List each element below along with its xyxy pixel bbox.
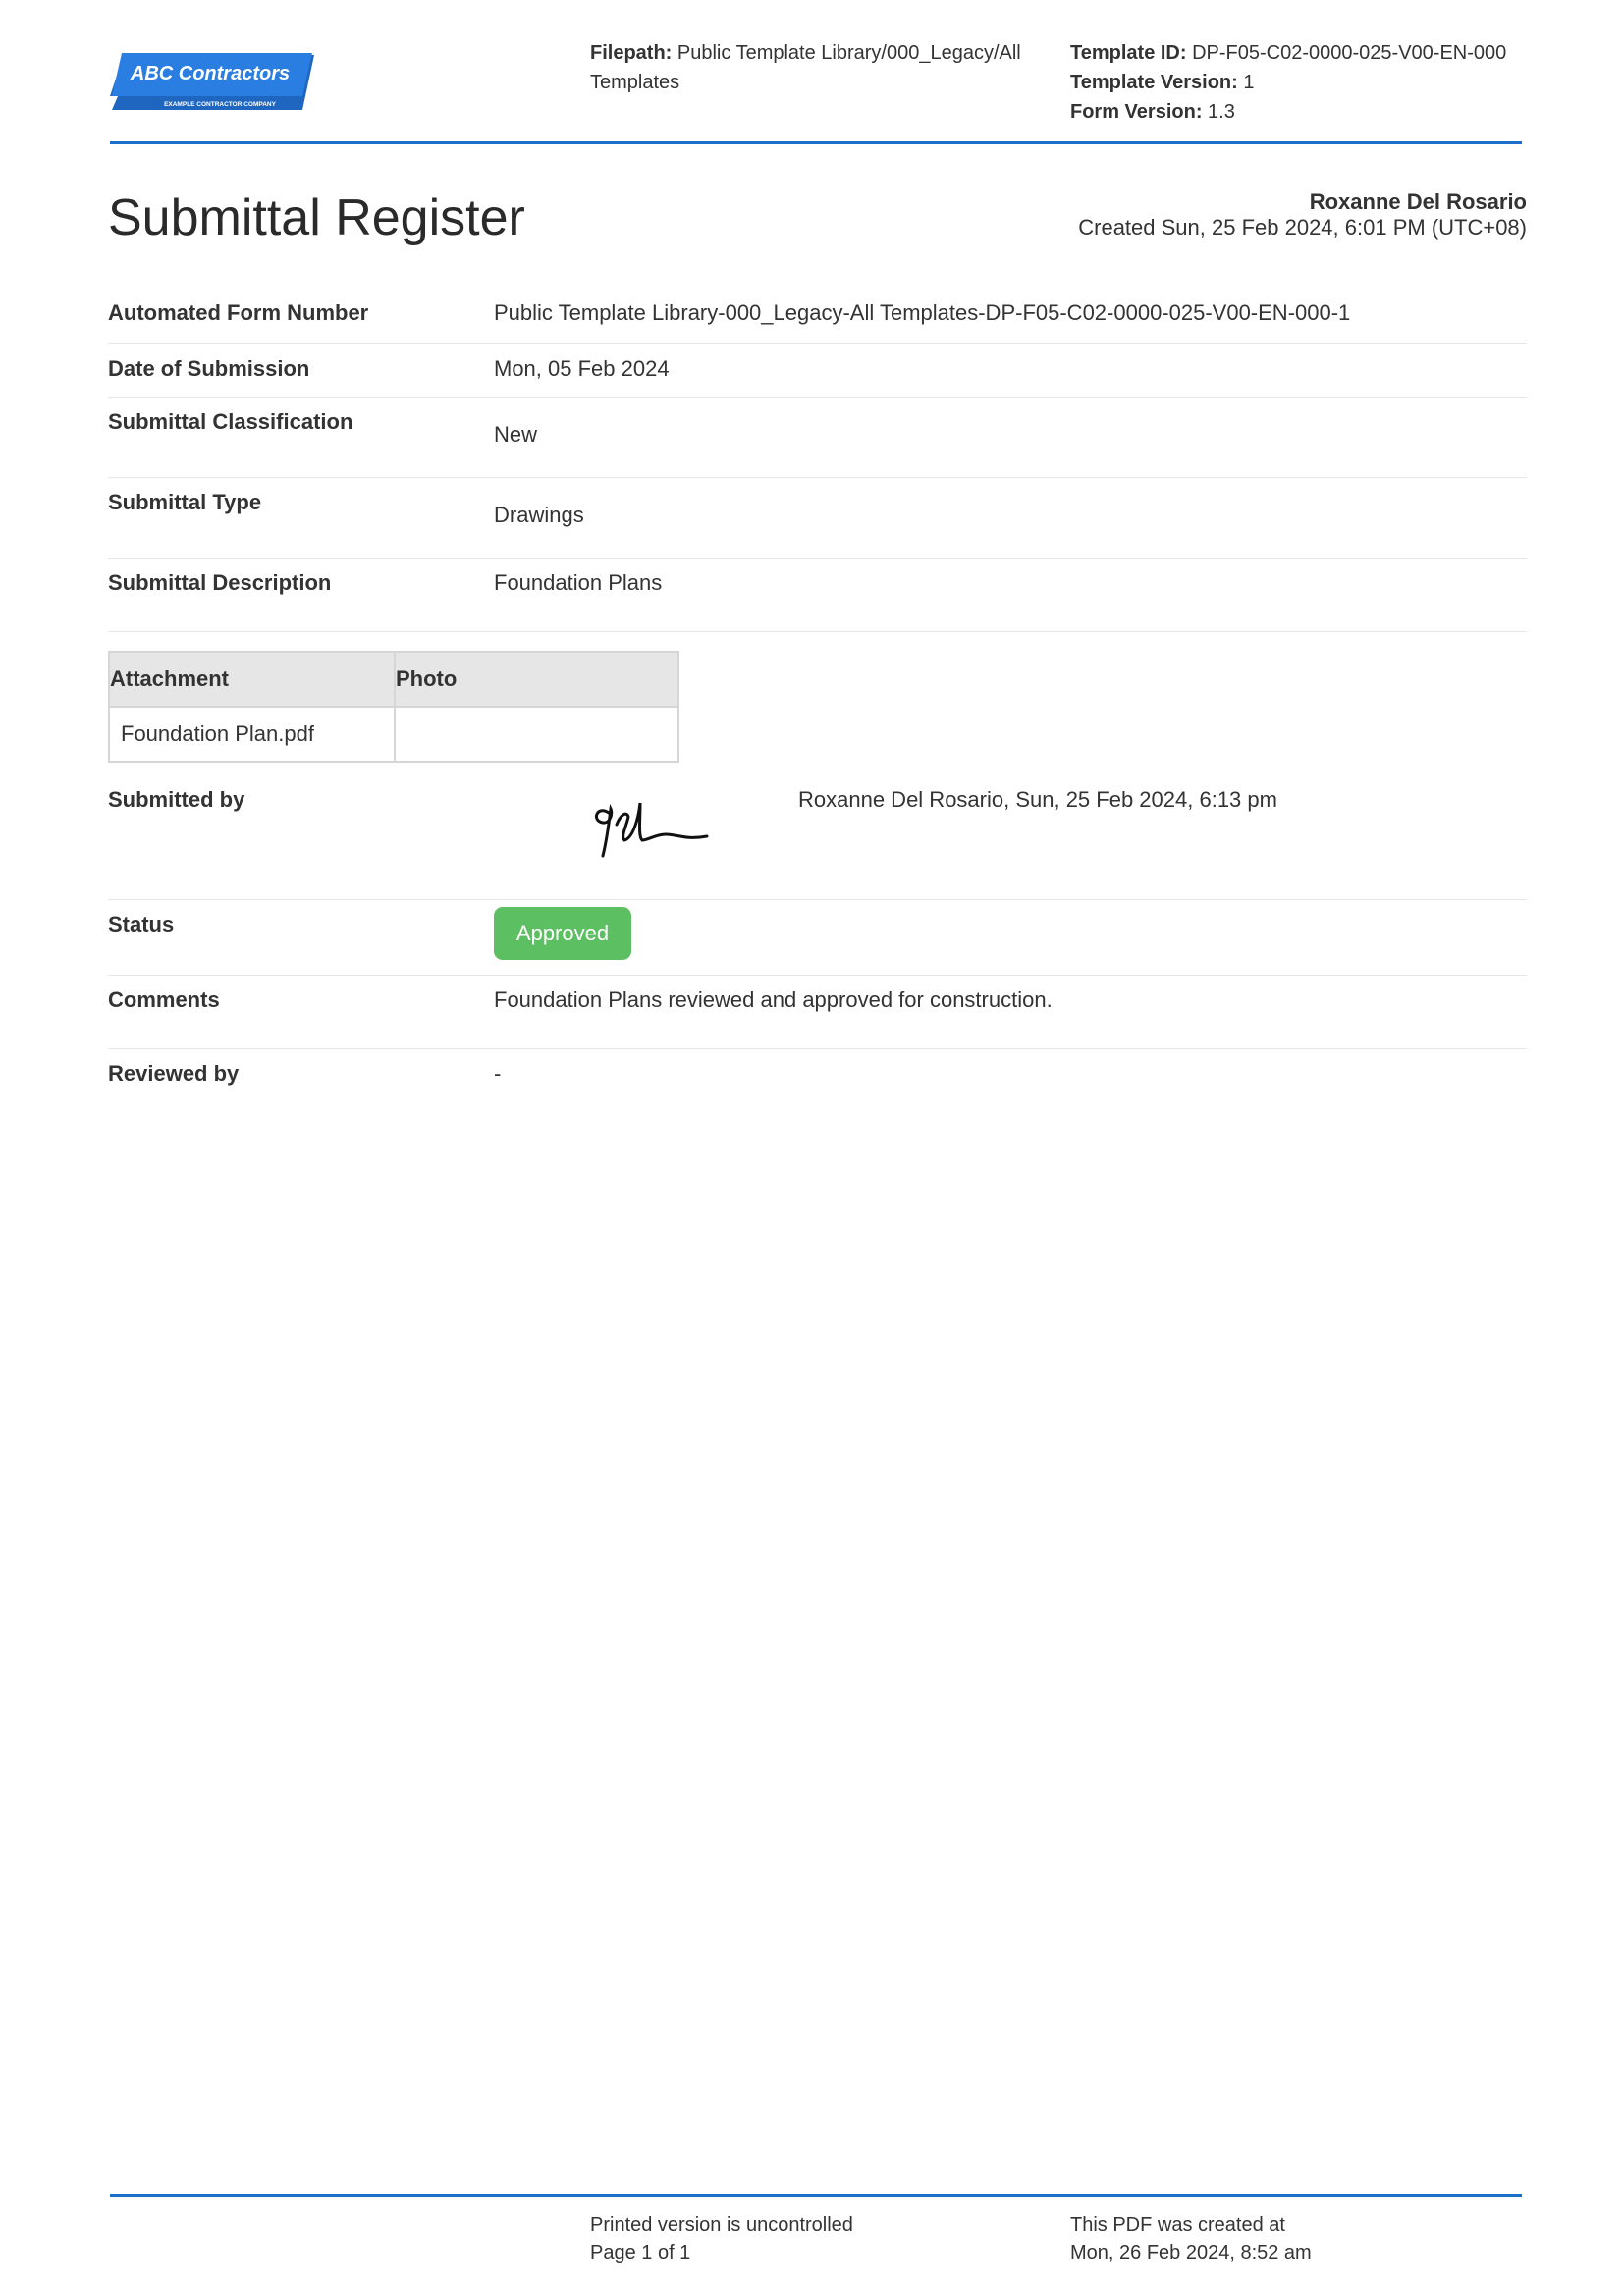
template-id-value: DP-F05-C02-0000-025-V00-EN-000 (1192, 42, 1507, 64)
field-submittal-type (108, 478, 1527, 559)
page-title: Submittal Register (108, 189, 525, 246)
status-badge: Approved (494, 907, 631, 960)
column-header-photo: Photo (395, 652, 678, 707)
attachment-table (108, 651, 679, 763)
field-label: Submittal Type (108, 490, 262, 514)
created-timestamp: Created Sun, 25 Feb 2024, 6:01 PM (UTC+08) (1078, 215, 1527, 240)
pdf-created-value: Mon, 26 Feb 2024, 8:52 am (1070, 2242, 1312, 2264)
author-block (1078, 189, 1527, 240)
pdf-created-label: This PDF was created at (1070, 2215, 1285, 2236)
form-version-line (1070, 97, 1542, 127)
field-label: Reviewed by (108, 1061, 240, 1086)
field-value: Foundation Plans reviewed and approved for construction. (494, 988, 1053, 1012)
attachment-photo-cell (395, 707, 678, 762)
field-date-of-submission (108, 344, 1527, 398)
field-automated-form-number (108, 294, 1527, 344)
field-value: New (494, 422, 538, 447)
footer-divider (110, 2194, 1522, 2197)
template-id-line (1070, 38, 1542, 68)
header-template-info (1070, 38, 1542, 127)
page-number: Page 1 of 1 (590, 2242, 691, 2264)
field-value: Roxanne Del Rosario, Sun, 25 Feb 2024, 6:13 pm (798, 787, 1277, 812)
template-version-label: Template Version: (1070, 72, 1238, 93)
logo-tagline-text: EXAMPLE CONTRACTOR COMPANY (164, 101, 276, 108)
form-version-label: Form Version: (1070, 101, 1203, 123)
field-submittal-classification (108, 398, 1527, 478)
table-row (109, 707, 678, 762)
company-logo (110, 53, 316, 112)
field-label: Status (108, 912, 175, 936)
logo-brand-text: ABC Contractors (130, 63, 291, 84)
template-version-value: 1 (1243, 72, 1255, 93)
table-header-row (109, 652, 678, 707)
field-value: Foundation Plans (494, 570, 663, 595)
field-value: Public Template Library-000_Legacy-All Templates-DP-F05-C02-0000-025-V00-EN-000-1 (494, 300, 1351, 325)
attachment-file-link[interactable]: Foundation Plan.pdf (109, 707, 395, 762)
field-status (108, 900, 1527, 976)
field-value: - (494, 1061, 502, 1086)
filepath-value: Public Template Library/000_Legacy/All Templates (590, 42, 1021, 93)
field-label: Date of Submission (108, 356, 310, 381)
field-submitted-by (108, 766, 1527, 900)
template-id-label: Template ID: (1070, 42, 1187, 64)
filepath-label: Filepath: (590, 42, 673, 64)
field-label: Comments (108, 988, 220, 1012)
form-version-value: 1.3 (1208, 101, 1235, 123)
author-name: Roxanne Del Rosario (1309, 189, 1527, 214)
footer-created-info (1070, 2212, 1312, 2267)
field-value: Drawings (494, 503, 584, 527)
field-label: Submitted by (108, 787, 245, 812)
field-label: Submittal Description (108, 570, 332, 595)
field-comments (108, 976, 1527, 1049)
field-submittal-description (108, 559, 1527, 632)
template-version-line (1070, 68, 1542, 97)
header-filepath (590, 38, 1042, 97)
header-divider (110, 141, 1522, 144)
field-value: Mon, 05 Feb 2024 (494, 356, 670, 381)
signature-image (587, 791, 715, 858)
field-label: Submittal Classification (108, 409, 353, 434)
footer-print-info (590, 2212, 853, 2267)
uncontrolled-notice: Printed version is uncontrolled (590, 2215, 853, 2236)
field-label: Automated Form Number (108, 300, 369, 325)
field-reviewed-by (108, 1049, 1527, 1108)
column-header-attachment: Attachment (109, 652, 395, 707)
